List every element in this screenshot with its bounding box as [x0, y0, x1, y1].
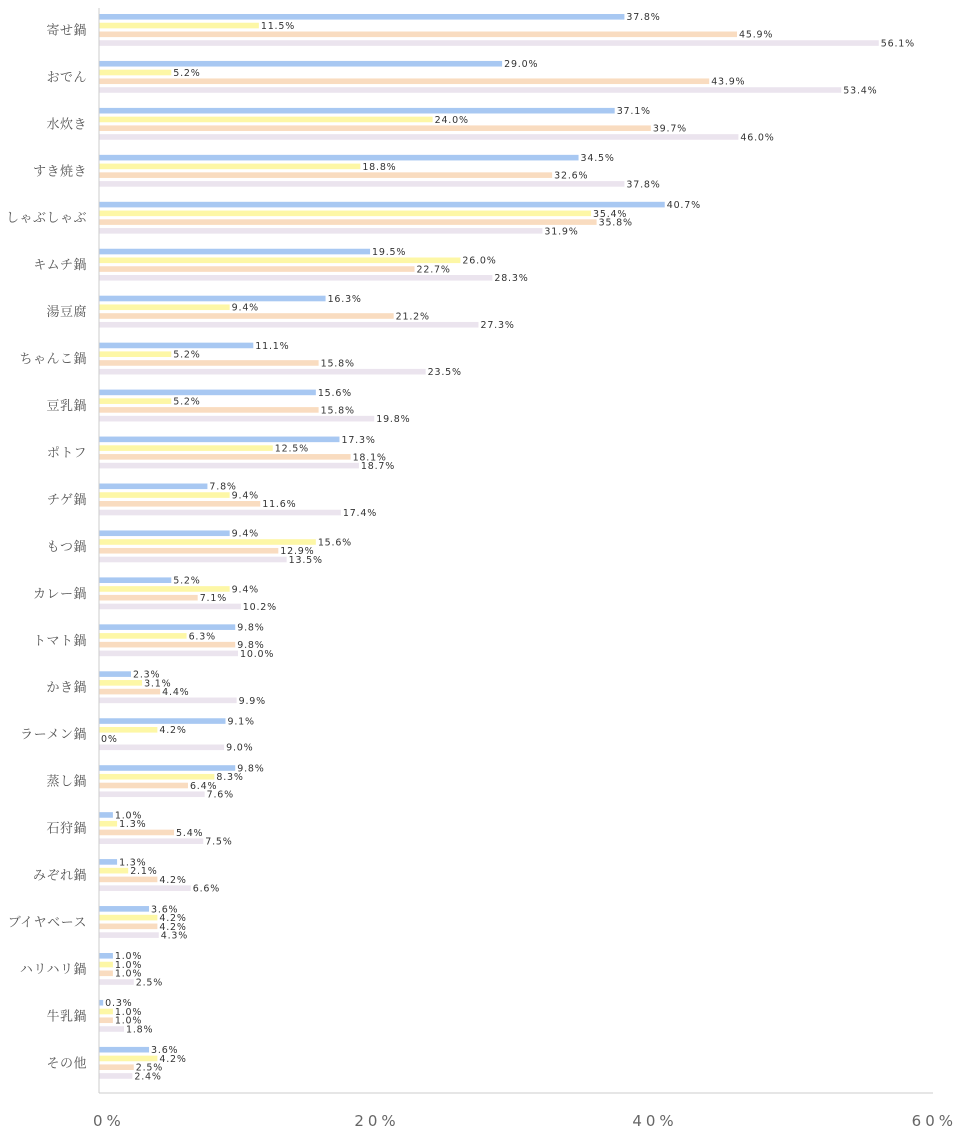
- value-label-series-4-11: 13.5%: [288, 554, 323, 566]
- value-label-series-1-7: 11.1%: [255, 340, 290, 352]
- bar-series-3-3: [99, 172, 552, 178]
- value-label-series-4-15: 9.0%: [226, 742, 254, 754]
- bar-series-2-12: [99, 586, 230, 592]
- bar-series-1-12: [99, 577, 171, 583]
- bar-series-4-19: [99, 932, 159, 938]
- bar-series-2-10: [99, 492, 230, 498]
- value-label-series-2-12: 9.4%: [231, 584, 260, 596]
- bar-series-4-21: [99, 1026, 124, 1032]
- bar-series-1-9: [99, 437, 339, 443]
- bar-series-1-3: [99, 155, 579, 161]
- value-label-series-1-2: 37.1%: [616, 106, 651, 118]
- value-label-series-4-1: 53.4%: [843, 85, 878, 97]
- bar-series-4-11: [99, 557, 287, 563]
- bar-series-1-13: [99, 624, 235, 630]
- value-label-series-1-11: 9.4%: [231, 528, 260, 540]
- category-labels-layer: [6, 22, 87, 1071]
- category-label-4: しゃぶしゃぶ: [5, 211, 87, 227]
- value-label-series-1-13: 9.8%: [237, 622, 265, 634]
- category-label-11: もつ鍋: [46, 539, 87, 555]
- bar-series-3-0: [99, 32, 737, 38]
- value-label-series-3-7: 15.8%: [320, 358, 355, 370]
- value-label-series-2-17: 1.3%: [119, 819, 147, 831]
- value-label-series-3-3: 32.6%: [554, 170, 589, 182]
- value-label-series-1-15: 9.1%: [227, 716, 255, 728]
- value-label-series-2-6: 9.4%: [231, 302, 260, 314]
- bar-series-4-8: [99, 416, 374, 422]
- bar-series-2-13: [99, 633, 187, 639]
- value-label-series-3-8: 15.8%: [320, 405, 355, 417]
- x-tick-label-2: 40%: [632, 1112, 678, 1128]
- category-label-8: 豆乳鍋: [46, 399, 87, 415]
- bar-series-2-7: [99, 351, 171, 357]
- value-label-series-2-1: 5.2%: [173, 67, 201, 79]
- value-label-series-1-17: 1.0%: [114, 810, 143, 822]
- value-label-series-3-14: 4.4%: [162, 687, 190, 698]
- bar-series-3-20: [99, 971, 113, 977]
- bar-series-1-22: [99, 1047, 149, 1053]
- category-label-10: チゲ鍋: [47, 492, 87, 508]
- bar-series-2-0: [99, 23, 259, 29]
- value-label-series-2-2: 24.0%: [434, 114, 469, 126]
- bar-series-4-12: [99, 604, 241, 610]
- value-label-series-2-14: 3.1%: [144, 678, 172, 690]
- bar-series-2-5: [99, 258, 460, 264]
- value-label-series-3-21: 1.0%: [114, 1015, 143, 1027]
- value-label-series-4-13: 10.0%: [240, 648, 275, 660]
- bar-series-2-18: [99, 868, 128, 874]
- value-label-series-1-10: 7.8%: [209, 481, 237, 493]
- bar-series-1-6: [99, 296, 326, 302]
- value-label-series-3-12: 7.1%: [199, 593, 228, 605]
- bar-series-4-10: [99, 510, 341, 516]
- value-label-series-2-13: 6.3%: [188, 631, 216, 643]
- category-label-9: ポトフ: [46, 445, 87, 461]
- value-label-series-2-19: 4.2%: [159, 913, 187, 924]
- bar-series-1-2: [99, 108, 615, 114]
- bar-series-2-3: [99, 164, 360, 170]
- bar-series-4-3: [99, 181, 624, 187]
- bar-series-1-21: [99, 1000, 103, 1006]
- category-label-12: カレー鍋: [32, 586, 87, 602]
- value-label-series-2-18: 2.1%: [130, 866, 158, 878]
- value-label-series-4-16: 7.6%: [206, 789, 234, 801]
- bar-series-2-9: [99, 445, 273, 451]
- value-label-series-4-12: 10.2%: [242, 601, 277, 613]
- bar-series-2-20: [99, 962, 113, 968]
- value-label-series-3-17: 5.4%: [176, 827, 204, 839]
- category-label-16: 蒸し鍋: [46, 774, 87, 790]
- bar-series-3-1: [99, 78, 709, 84]
- bar-series-4-20: [99, 979, 134, 985]
- value-label-series-1-22: 3.6%: [151, 1045, 179, 1057]
- bar-series-1-0: [99, 14, 624, 20]
- bar-series-3-19: [99, 924, 157, 930]
- bar-series-1-11: [99, 530, 230, 536]
- bar-series-3-17: [99, 830, 174, 836]
- value-label-series-3-15: 0%: [101, 733, 118, 745]
- value-label-series-3-6: 21.2%: [395, 311, 430, 323]
- category-label-21: 牛乳鍋: [46, 1009, 87, 1025]
- value-label-series-3-2: 39.7%: [652, 123, 688, 135]
- bar-series-3-7: [99, 360, 319, 366]
- bar-series-1-8: [99, 390, 316, 396]
- bar-series-2-15: [99, 727, 157, 733]
- category-label-18: みぞれ鍋: [32, 868, 87, 884]
- value-label-series-3-1: 43.9%: [711, 76, 746, 88]
- bar-series-2-6: [99, 304, 230, 310]
- value-label-series-1-1: 29.0%: [504, 59, 539, 71]
- category-label-7: ちゃんこ鍋: [19, 352, 87, 368]
- bar-series-4-18: [99, 885, 191, 891]
- value-label-series-3-13: 9.8%: [237, 640, 265, 652]
- bar-series-4-4: [99, 228, 542, 234]
- value-label-series-2-4: 35.4%: [593, 208, 628, 220]
- value-label-series-3-19: 4.2%: [159, 921, 187, 933]
- value-label-series-4-6: 27.3%: [480, 320, 515, 332]
- value-label-series-2-8: 5.2%: [173, 396, 201, 408]
- bar-series-4-9: [99, 463, 359, 469]
- bar-series-4-6: [99, 322, 478, 328]
- bar-series-4-7: [99, 369, 426, 375]
- value-label-series-3-11: 12.9%: [280, 546, 315, 558]
- bar-series-2-22: [99, 1056, 157, 1062]
- bars-layer: [99, 14, 879, 1079]
- bar-series-4-5: [99, 275, 492, 281]
- bar-series-3-22: [99, 1064, 134, 1070]
- bar-series-1-20: [99, 953, 113, 959]
- bar-series-3-9: [99, 454, 351, 460]
- value-label-series-2-7: 5.2%: [173, 349, 201, 361]
- category-label-22: その他: [46, 1056, 87, 1072]
- bar-series-2-8: [99, 398, 171, 404]
- value-label-series-2-5: 26.0%: [462, 255, 497, 267]
- bar-series-2-11: [99, 539, 316, 545]
- bar-series-4-15: [99, 745, 224, 751]
- bar-series-3-21: [99, 1017, 113, 1023]
- value-label-series-4-9: 18.7%: [360, 461, 396, 472]
- value-label-series-3-20: 1.0%: [114, 968, 143, 980]
- bar-series-2-1: [99, 70, 171, 76]
- value-label-series-3-4: 35.8%: [598, 217, 633, 229]
- value-label-series-4-18: 6.6%: [192, 883, 221, 895]
- bar-series-3-16: [99, 783, 188, 789]
- bar-series-4-16: [99, 791, 205, 797]
- x-tick-label-0: 0%: [93, 1112, 125, 1128]
- bar-series-2-16: [99, 774, 214, 780]
- bar-series-3-14: [99, 689, 160, 695]
- value-label-series-2-16: 8.3%: [216, 772, 244, 784]
- value-label-series-1-19: 3.6%: [151, 904, 179, 916]
- value-label-series-1-0: 37.8%: [626, 12, 661, 24]
- category-label-17: 石狩鍋: [46, 821, 87, 837]
- value-label-series-3-16: 6.4%: [189, 780, 218, 792]
- bar-series-1-4: [99, 202, 665, 208]
- value-label-series-1-12: 5.2%: [173, 575, 201, 587]
- bar-series-3-2: [99, 125, 651, 131]
- value-label-series-4-5: 28.3%: [494, 273, 529, 285]
- value-label-series-2-10: 9.4%: [231, 490, 260, 502]
- bar-series-4-17: [99, 838, 203, 844]
- value-label-series-1-8: 15.6%: [317, 387, 353, 399]
- value-label-series-2-0: 11.5%: [260, 20, 296, 32]
- value-label-series-4-21: 1.8%: [126, 1024, 154, 1036]
- value-label-series-2-9: 12.5%: [274, 443, 309, 455]
- category-label-6: 湯豆腐: [46, 305, 87, 321]
- value-label-series-1-20: 1.0%: [114, 951, 143, 963]
- value-label-series-1-18: 1.3%: [119, 857, 147, 869]
- bar-series-1-1: [99, 61, 502, 67]
- value-label-series-3-22: 2.5%: [135, 1062, 164, 1074]
- bar-series-2-19: [99, 915, 157, 921]
- bar-series-2-21: [99, 1009, 113, 1015]
- value-label-series-3-0: 45.9%: [739, 29, 774, 41]
- value-label-series-4-7: 23.5%: [427, 367, 462, 379]
- value-label-series-2-3: 18.8%: [362, 161, 397, 173]
- bar-series-1-16: [99, 765, 235, 771]
- category-label-15: ラーメン鍋: [20, 727, 87, 743]
- category-label-2: 水炊き: [46, 117, 87, 133]
- x-tick-label-3: 60%: [911, 1112, 957, 1128]
- value-label-series-2-11: 15.6%: [317, 537, 353, 549]
- value-label-series-1-14: 2.3%: [132, 669, 161, 681]
- value-label-series-4-3: 37.8%: [626, 179, 661, 191]
- value-label-series-1-5: 19.5%: [372, 246, 407, 258]
- value-label-series-3-9: 18.1%: [352, 452, 387, 464]
- bar-series-1-10: [99, 484, 207, 490]
- bar-series-1-15: [99, 718, 225, 724]
- value-label-series-2-21: 1.0%: [114, 1006, 143, 1018]
- value-label-series-3-18: 4.2%: [159, 874, 187, 886]
- value-label-series-1-6: 16.3%: [327, 293, 362, 305]
- category-label-5: キムチ鍋: [33, 258, 87, 274]
- value-label-series-1-4: 40.7%: [666, 200, 701, 211]
- bar-series-1-17: [99, 812, 113, 818]
- value-label-series-4-8: 19.8%: [376, 414, 411, 426]
- bar-series-2-17: [99, 821, 117, 827]
- value-label-series-4-20: 2.5%: [135, 977, 164, 989]
- bar-series-4-22: [99, 1073, 132, 1079]
- value-label-series-4-14: 9.9%: [238, 695, 266, 707]
- value-label-series-4-17: 7.5%: [205, 836, 233, 848]
- bar-series-2-2: [99, 117, 433, 123]
- bar-series-3-5: [99, 266, 415, 272]
- value-label-series-4-10: 17.4%: [342, 507, 378, 519]
- value-label-series-1-3: 34.5%: [580, 153, 615, 165]
- bar-series-1-5: [99, 249, 370, 255]
- bar-series-4-1: [99, 87, 841, 93]
- bar-series-2-14: [99, 680, 142, 686]
- value-label-series-4-22: 2.4%: [134, 1071, 162, 1083]
- value-label-series-2-20: 1.0%: [114, 959, 143, 971]
- category-label-1: おでん: [46, 70, 87, 86]
- bar-series-1-18: [99, 859, 117, 865]
- value-label-series-1-21: 0.3%: [105, 998, 133, 1010]
- category-label-19: ブイヤベース: [7, 915, 87, 931]
- value-label-series-4-19: 4.3%: [160, 930, 189, 942]
- bar-series-3-11: [99, 548, 278, 554]
- value-label-series-1-16: 9.8%: [237, 763, 265, 775]
- bar-series-3-6: [99, 313, 394, 319]
- bar-series-3-18: [99, 877, 157, 883]
- value-label-series-2-22: 4.2%: [159, 1053, 187, 1065]
- category-label-13: トマト鍋: [32, 633, 87, 649]
- value-label-series-2-15: 4.2%: [159, 725, 187, 737]
- bar-series-3-4: [99, 219, 597, 225]
- bar-series-4-2: [99, 134, 738, 140]
- bar-series-1-19: [99, 906, 149, 912]
- bar-series-4-0: [99, 40, 879, 46]
- bar-series-3-13: [99, 642, 235, 648]
- bar-series-3-8: [99, 407, 319, 413]
- bar-series-2-4: [99, 211, 591, 217]
- value-label-series-3-5: 22.7%: [416, 264, 451, 276]
- bar-series-3-10: [99, 501, 260, 507]
- bar-series-4-13: [99, 651, 238, 657]
- bar-series-1-14: [99, 671, 131, 677]
- value-label-series-3-10: 11.6%: [262, 499, 297, 511]
- category-label-14: かき鍋: [46, 680, 87, 696]
- category-label-3: すき焼き: [32, 164, 87, 180]
- value-label-series-1-9: 17.3%: [341, 434, 376, 446]
- bar-series-4-14: [99, 698, 237, 704]
- category-label-20: ハリハリ鍋: [19, 962, 87, 978]
- x-tick-label-1: 20%: [354, 1112, 400, 1128]
- value-label-series-4-4: 31.9%: [544, 226, 579, 238]
- value-label-series-4-0: 56.1%: [880, 38, 915, 50]
- bar-series-3-12: [99, 595, 198, 601]
- category-label-0: 寄せ鍋: [46, 23, 87, 39]
- bar-series-1-7: [99, 343, 253, 349]
- value-label-series-4-2: 46.0%: [740, 132, 775, 144]
